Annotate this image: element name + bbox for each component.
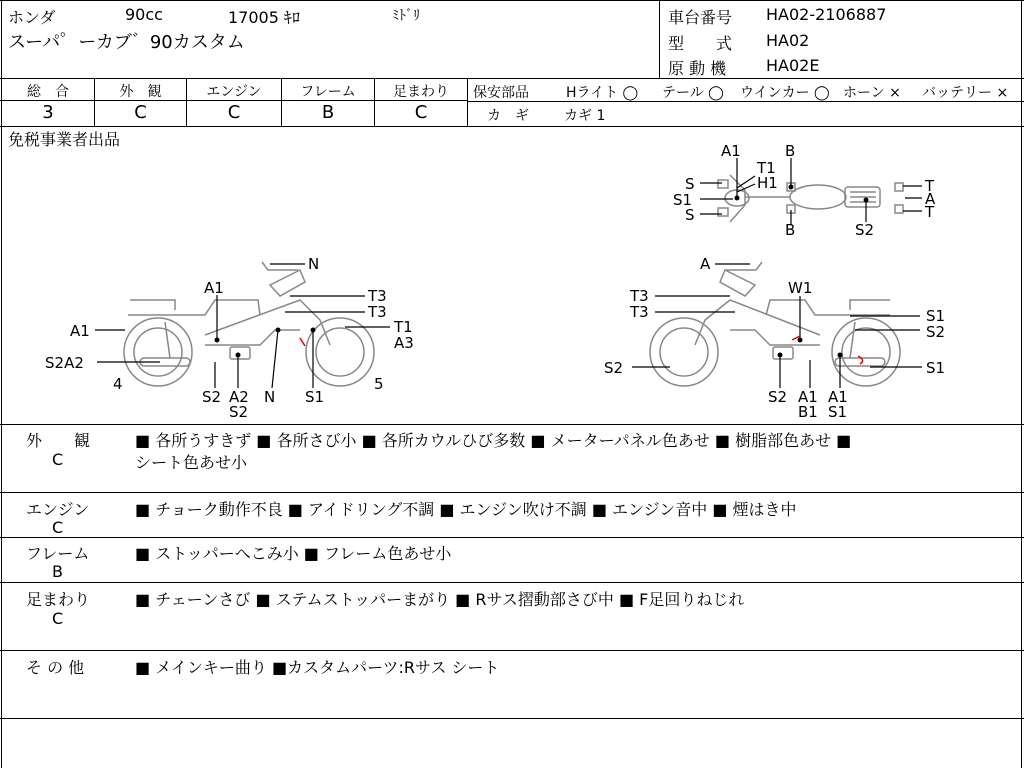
note-other-text: ■ メインキー曲り ■カスタムパーツ:Rサス シート <box>135 658 500 677</box>
dlabel-top-t-lower: T <box>925 203 935 221</box>
dlabel-right-s1-upper: S1 <box>926 307 946 325</box>
dlabel-top-a: A <box>925 190 936 208</box>
rating-suspension-value: C <box>414 102 428 123</box>
rating-overall-label: 総 合 <box>27 84 69 100</box>
safety-winker: ウインカー ◯ <box>740 85 830 101</box>
dlabel-left-5: 5 <box>374 375 384 393</box>
note-engine-category: エンジン <box>26 500 90 519</box>
model-name: スーパ゜ーカブ゛90カスタム <box>8 32 245 53</box>
rating-frame-label: フレーム <box>300 84 356 100</box>
dlabel-left-s2a2: S2A2 <box>45 354 84 372</box>
safety-label: 保安部品 <box>473 85 529 101</box>
dlabel-right-s1-bottom: S1 <box>828 403 848 421</box>
dlabel-left-a1-top: A1 <box>204 279 224 297</box>
frame-no: HA02-2106887 <box>766 5 887 24</box>
safety-tail: テール ◯ <box>662 85 724 101</box>
dlabel-left-n: N <box>308 255 320 273</box>
dlabel-top-s2: S2 <box>855 221 875 239</box>
key-value: カギ 1 <box>564 108 606 124</box>
tax-exempt-note: 免税事業者出品 <box>8 130 121 149</box>
key-label: カ ギ <box>487 108 529 124</box>
dlabel-top-b-upper: B <box>785 142 796 160</box>
dlabel-left-t3-a: T3 <box>368 287 387 305</box>
dlabel-left-s1: S1 <box>305 388 325 406</box>
dlabel-top-s-lower: S <box>685 206 695 224</box>
rating-engine-value: C <box>227 102 241 123</box>
dlabel-top-a1: A1 <box>721 142 741 160</box>
dlabel-top-b-lower: B <box>785 221 796 239</box>
dlabel-right-s2-left: S2 <box>604 359 624 377</box>
frame-no-label: 車台番号 <box>668 8 733 27</box>
note-exterior-text2: シート色あせ小 <box>135 453 248 472</box>
engine-label: 原 動 機 <box>668 59 727 78</box>
dlabel-right-a1-a: A1 <box>798 388 818 406</box>
dlabel-left-a1: A1 <box>70 322 90 340</box>
engine-value: HA02E <box>766 56 820 75</box>
dlabel-left-a3: A3 <box>394 334 414 352</box>
note-frame-grade: B <box>52 562 63 581</box>
displacement: 90cc <box>125 5 163 24</box>
dlabel-left-4: 4 <box>113 375 123 393</box>
dlabel-right-s2-bottom: S2 <box>768 388 788 406</box>
right-side-bike <box>650 262 900 386</box>
note-suspension-category: 足まわり <box>26 590 91 609</box>
dlabel-top-h1: H1 <box>757 174 778 192</box>
color: ﾐﾄﾞﾘ <box>392 8 420 24</box>
left-side-bike <box>124 262 374 386</box>
dlabel-right-b1: B1 <box>798 403 818 421</box>
rating-exterior-value: C <box>134 102 147 123</box>
rating-overall-value: 3 <box>42 102 54 123</box>
dlabel-right-t3-a: T3 <box>630 287 649 305</box>
maker: ホンダ <box>8 8 56 27</box>
dlabel-top-s1: S1 <box>673 191 693 209</box>
safety-headlight: Hライト ◯ <box>566 85 639 101</box>
rating-exterior-label: 外 観 <box>119 84 162 100</box>
note-frame-text: ■ ストッパーへこみ小 ■ フレーム色あせ小 <box>135 544 452 563</box>
rating-suspension-label: 足まわり <box>393 84 449 100</box>
note-suspension-grade: C <box>52 609 64 628</box>
safety-horn: ホーン × <box>843 85 901 101</box>
note-other-category: そ の 他 <box>26 658 85 677</box>
note-exterior-text: ■ 各所うすきず ■ 各所さび小 ■ 各所カウルひび多数 ■ メーターパネル色あせ ■ 樹脂部色あせ ■ <box>135 431 852 450</box>
type-label: 型 式 <box>668 34 733 53</box>
dlabel-right-a1-b: A1 <box>828 388 848 406</box>
dlabel-left-t1: T1 <box>394 318 413 336</box>
dlabel-right-t3-b: T3 <box>630 303 649 321</box>
dlabel-left-s2-lower: S2 <box>229 403 249 421</box>
dlabel-left-t3-b: T3 <box>368 303 387 321</box>
dlabel-right-w1: W1 <box>788 279 813 297</box>
note-suspension-text: ■ チェーンさび ■ ステムストッパーまがり ■ Rサス摺動部さび中 ■ F足回りねじれ <box>135 590 745 609</box>
type-value: HA02 <box>766 31 810 50</box>
dlabel-right-s2-upper: S2 <box>926 323 946 341</box>
note-engine-text: ■ チョーク動作不良 ■ アイドリング不調 ■ エンジン吹け不調 ■ エンジン音中 ■ 煙はき中 <box>135 500 797 519</box>
dlabel-right-a: A <box>700 255 711 273</box>
rating-frame-value: B <box>321 102 335 123</box>
dlabel-right-s1-lower: S1 <box>926 359 946 377</box>
note-engine-grade: C <box>52 518 64 537</box>
note-frame-category: フレーム <box>26 544 90 563</box>
dlabel-left-a2: A2 <box>229 388 249 406</box>
dlabel-top-t1: T1 <box>757 159 776 177</box>
mileage: 17005 ｷﾛ <box>228 8 300 27</box>
dlabel-top-t-upper: T <box>925 177 935 195</box>
dlabel-left-s2: S2 <box>202 388 222 406</box>
dlabel-top-s-upper: S <box>685 175 695 193</box>
dlabel-left-n-lower: N <box>264 388 276 406</box>
note-exterior-category: 外 観 <box>26 431 91 450</box>
rating-engine-label: エンジン <box>206 84 262 100</box>
safety-battery: バッテリー × <box>922 85 1009 101</box>
note-exterior-grade: C <box>52 450 64 469</box>
